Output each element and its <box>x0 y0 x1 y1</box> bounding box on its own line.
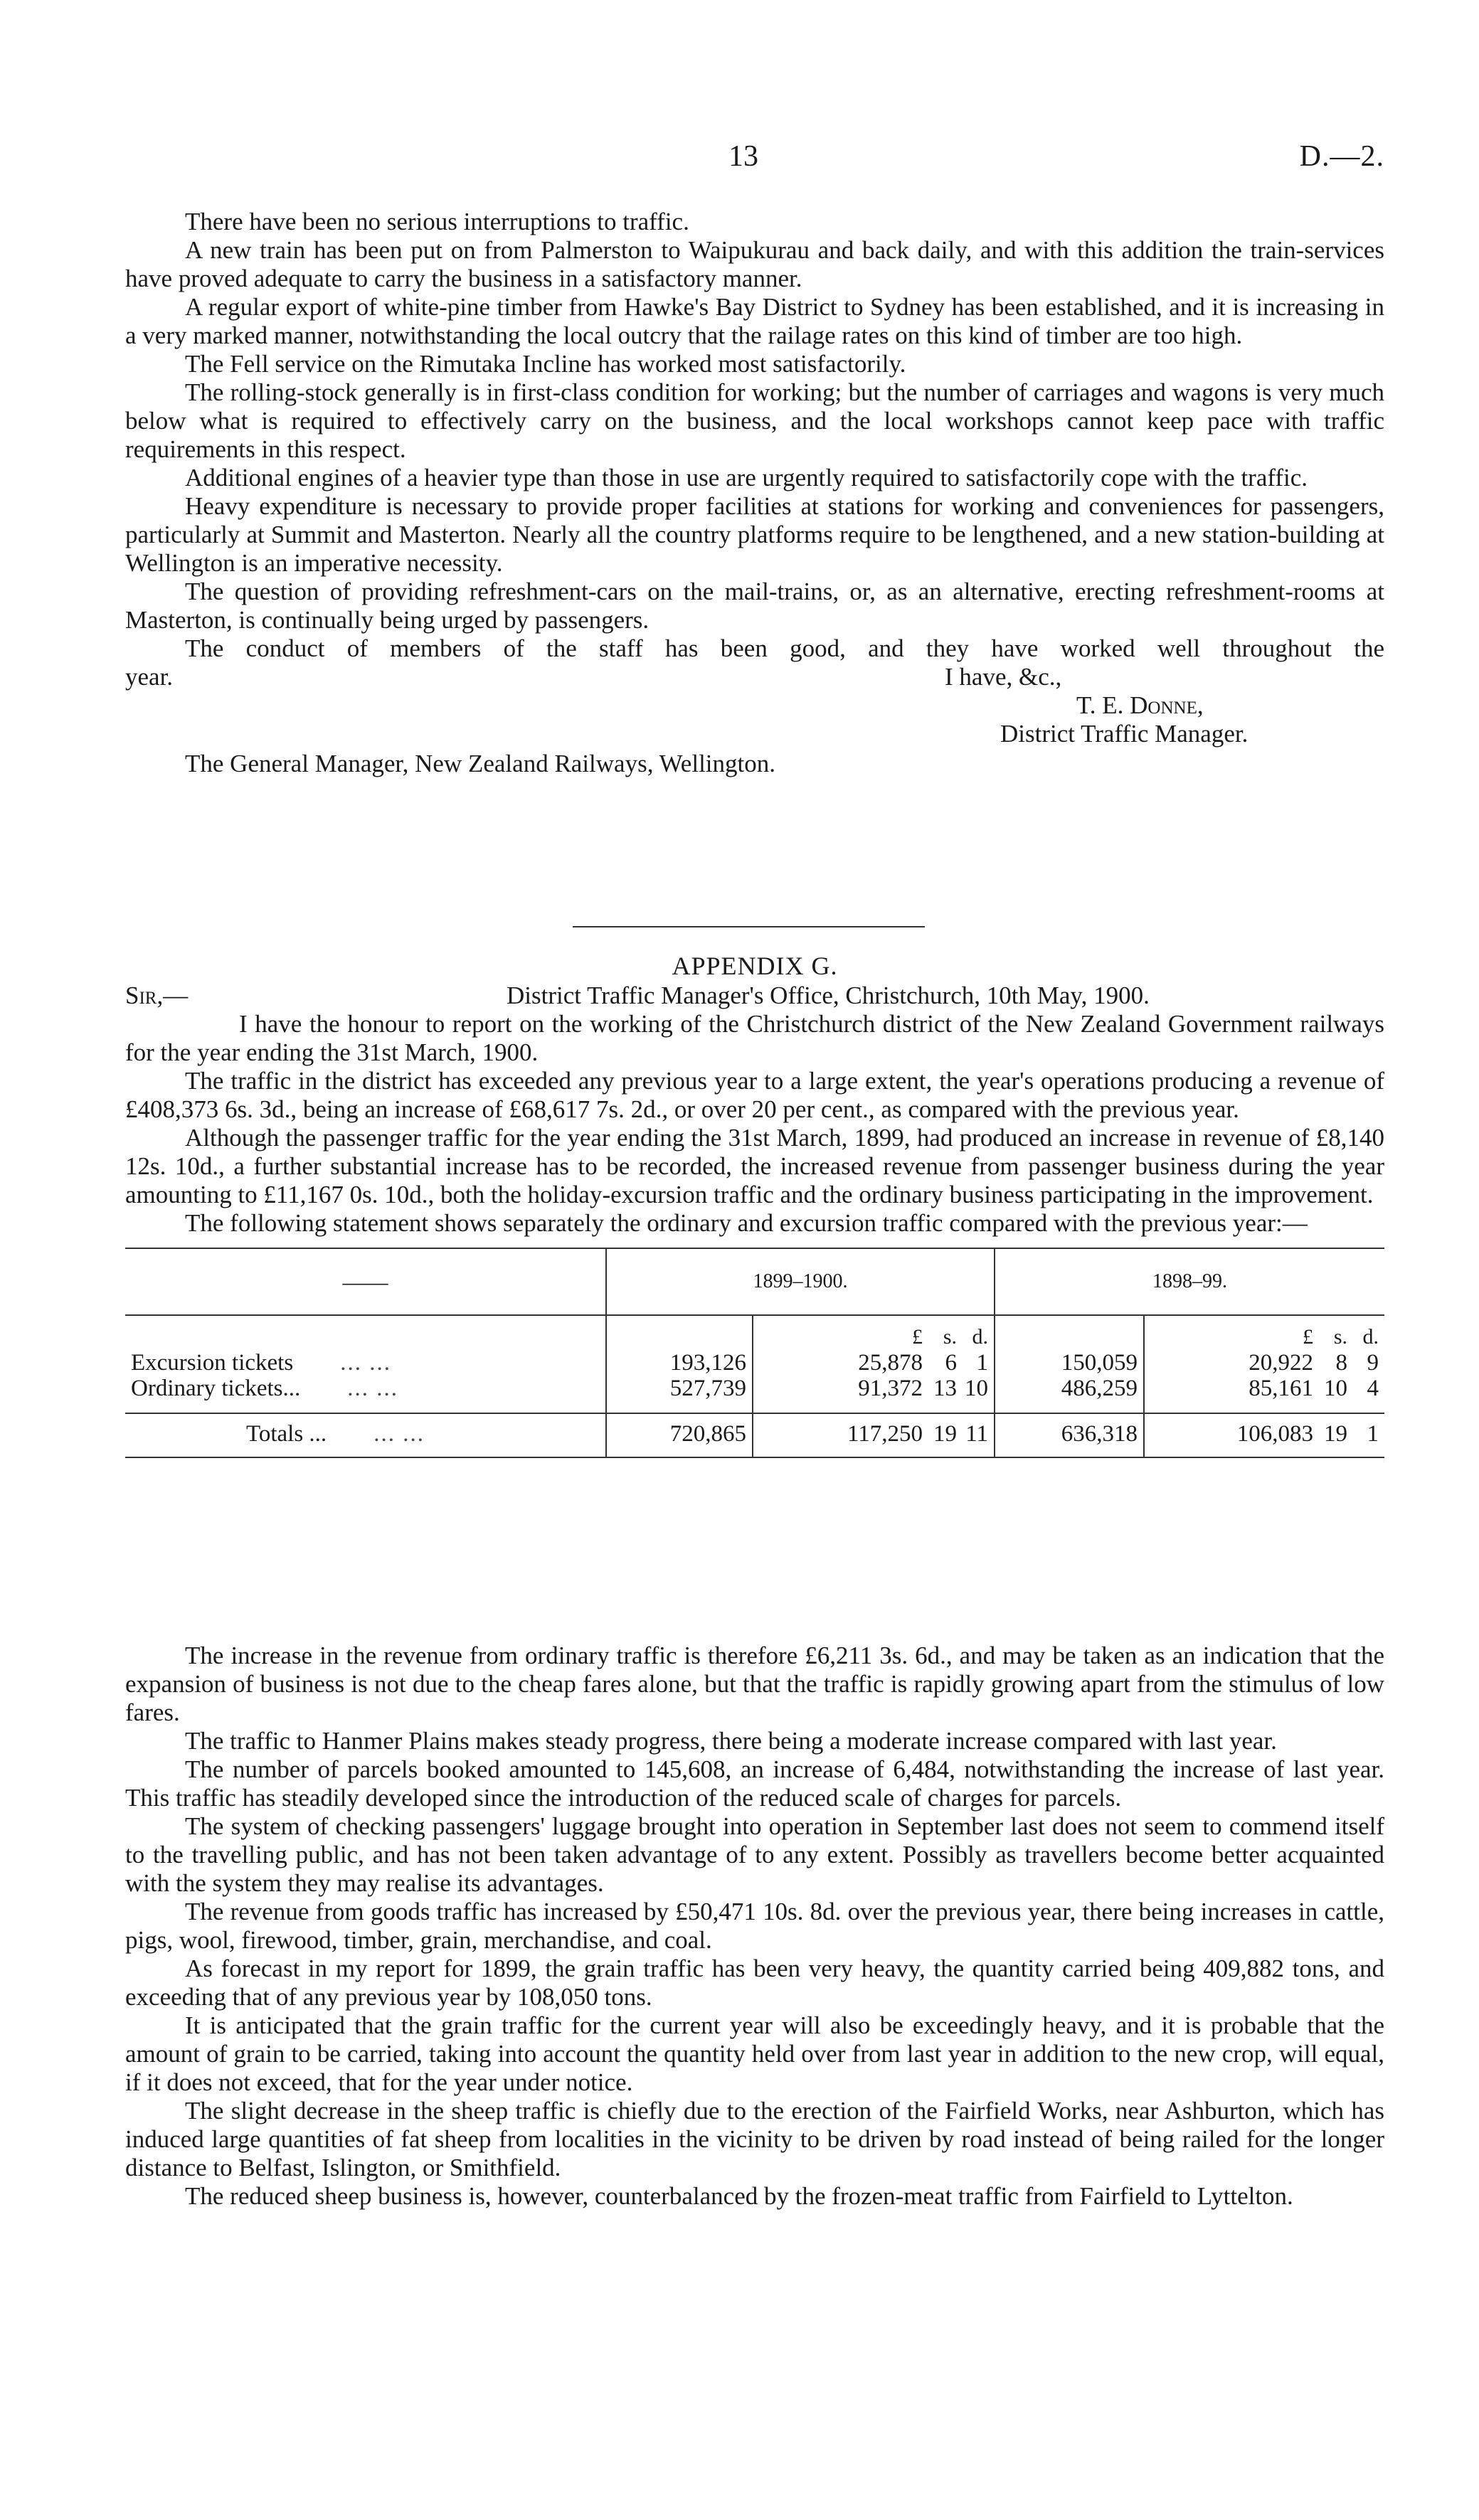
paragraph: A regular export of white-pine timber from Hawke's Bay District to Sydney has been established, and it is increasing in a very marked manner, notwithstanding the local outcry that the railage rates on this kind of timber are too high. <box>125 293 1384 349</box>
letter-closing <box>125 663 1384 777</box>
paragraph: The rolling-stock generally is in first-class condition for working; but the number of carriages and wagons is very much below what is required to effectively carry on the business, and the local workshops cannot keep pace with traffic requirements in this respect. <box>125 378 1384 463</box>
revenue-amount: 91,372 13 10 <box>858 1376 988 1401</box>
paragraph: The slight decrease in the sheep traffic is chiefly due to the erection of the Fairfield Works, near Ashburton, which has induced large quantities of fat sheep from localities in the vicinity to be driven by road instead of being railed for the longer distance to Belfast, Islington, or Smithfield. <box>125 2097 1384 2181</box>
paragraph: As forecast in my report for 1899, the grain traffic has been very heavy, the quantity carried being 409,882 tons, and exceeding that of any previous year by 108,050 tons. <box>125 1955 1384 2011</box>
paragraph: Heavy expenditure is necessary to provide proper facilities at stations for working and conveniences for passengers, particularly at Summit and Masterton. Nearly all the country platforms require to be lengthened, and a new station-building at Wellington is an imperative necessity. <box>125 492 1384 577</box>
document-code: D.—2. <box>1299 140 1384 173</box>
totals-label: Totals ... <box>246 1421 327 1447</box>
paragraph: The revenue from goods traffic has increased by £50,471 10s. 8d. over the previous year, there being increases in cattle, pigs, wool, firewood, timber, grain, merchandise, and coal. <box>125 1898 1384 1954</box>
appendix-g <box>125 950 1384 1458</box>
paragraph: The traffic to Hanmer Plains makes steady progress, there being a moderate increase compared with last year. <box>185 1727 1277 1755</box>
paragraph: The number of parcels booked amounted to 145,608, an increase of 6,484, notwithstanding the increase of last year. This traffic has steadily developed since the introduction of the reduced scale of charges for parcels. <box>125 1755 1384 1812</box>
paragraph: The increase in the revenue from ordinary traffic is therefore £6,211 3s. 6d., and may be taken as an indication that the expansion of business is not due to the cheap fares alone, but that the traffic is rapidly growing apart from the stimulus of low fares. <box>125 1642 1384 1726</box>
paragraph: The Fell service on the Rimutaka Incline has worked most satisfactorily. <box>185 350 906 378</box>
paragraph: It is anticipated that the grain traffic for the current year will also be exceedingly heavy, and it is probable that the amount of grain to be carried, taking into account the quantity held over from last year in addition to the new crop, will equal, if it does not exceed, that for the year under notice. <box>125 2011 1384 2096</box>
paragraph: The system of checking passengers' luggage brought into operation in September last does not seem to commend itself to the travelling public, and has not been taken advantage of to any extent. Possibly as travellers become better acquainted with the system they may realise its advantages. <box>125 1812 1384 1897</box>
report-conclusion <box>125 208 1384 777</box>
revenue-amount: 20,922 8 9 <box>1249 1350 1379 1376</box>
total-revenue: 106,083 19 1 <box>1236 1421 1379 1447</box>
appendix-title: APPENDIX G. <box>672 952 838 980</box>
paragraph: The following statement shows separately the ordinary and excursion traffic compared with the previous year:— <box>185 1209 1308 1237</box>
column-header-period-a: 1899–1900. <box>606 1248 995 1315</box>
leader-dots: ... ... <box>347 1376 399 1401</box>
passenger-count: 150,059 <box>995 1350 1144 1376</box>
section-divider <box>573 926 925 927</box>
units-lsd: £ s. d. <box>1303 1325 1379 1349</box>
passenger-count: 527,739 <box>606 1376 753 1413</box>
column-header-period-b: 1898–99. <box>995 1248 1384 1315</box>
column-header-blank: —— <box>125 1248 606 1315</box>
salutation: Sir,— <box>125 982 189 1009</box>
report-body <box>125 1642 1384 2211</box>
units-row <box>125 1315 1384 1350</box>
addressee: The General Manager, New Zealand Railways, Wellington. <box>185 750 775 777</box>
table-header-row <box>125 1248 1384 1315</box>
table-row <box>125 1376 1384 1413</box>
salutation-row <box>125 982 1384 1010</box>
leader-dots: ... ... <box>340 1350 391 1376</box>
paragraph: The conduct of members of the staff has been good, and they have worked well throughout the <box>185 634 1384 662</box>
signature-name: T. E. Donne, <box>1076 691 1204 719</box>
paragraph-end: year. <box>125 663 174 691</box>
table-row <box>125 1350 1384 1376</box>
traffic-comparison-table <box>125 1248 1384 1458</box>
units-lsd: £ s. d. <box>912 1325 988 1349</box>
passenger-count: 193,126 <box>606 1350 753 1376</box>
signature-title: District Traffic Manager. <box>1000 720 1249 748</box>
row-label: Ordinary tickets... <box>131 1376 301 1401</box>
revenue-amount: 85,161 10 4 <box>1249 1376 1379 1401</box>
revenue-amount: 25,878 6 1 <box>858 1350 988 1376</box>
total-revenue: 117,250 19 11 <box>847 1421 988 1447</box>
total-count: 636,318 <box>995 1413 1144 1457</box>
closing-phrase: I have, &c., <box>945 663 1062 691</box>
leader-dots: ... ... <box>373 1421 425 1447</box>
page-number: 13 <box>728 140 758 173</box>
paragraph: A new train has been put on from Palmerston to Waipukurau and back daily, and with this addition the train-services have proved adequate to carry the business in a satisfactory manner. <box>125 236 1384 292</box>
paragraph: The reduced sheep business is, however, counterbalanced by the frozen-meat traffic from Fairfield to Lyttelton. <box>185 2182 1293 2210</box>
totals-row <box>125 1413 1384 1457</box>
paragraph: There have been no serious interruptions to traffic. <box>185 208 689 235</box>
paragraph: The question of providing refreshment-cars on the mail-trains, or, as an alternative, erecting refreshment-rooms at Masterton, is continually being urged by passengers. <box>125 578 1384 634</box>
paragraph: I have the honour to report on the working of the Christchurch district of the New Zealand Government railways for the year ending the 31st March, 1900. <box>125 1010 1384 1066</box>
paragraph: Although the passenger traffic for the year ending the 31st March, 1899, had produced an increase in revenue of £8,140 12s. 10d., a further substantial increase has to be recorded, the increased revenue from passenger business during the year amounting to £11,167 0s. 10d., both the holiday-excursion traffic and the ordinary business participating in the improvement. <box>125 1124 1384 1208</box>
passenger-count: 486,259 <box>995 1376 1144 1413</box>
page-header <box>125 139 1384 182</box>
paragraph: The traffic in the district has exceeded any previous year to a large extent, the year's operations producing a revenue of £408,373 6s. 3d., being an increase of £68,617 7s. 2d., or over 20 per cent., as compared with the previous year. <box>125 1067 1384 1123</box>
total-count: 720,865 <box>606 1413 753 1457</box>
paragraph: Additional engines of a heavier type than those in use are urgently required to satisfactorily cope with the traffic. <box>185 464 1308 491</box>
row-label: Excursion tickets <box>131 1350 294 1376</box>
office-dateline: District Traffic Manager's Office, Christchurch, 10th May, 1900. <box>507 982 1150 1009</box>
